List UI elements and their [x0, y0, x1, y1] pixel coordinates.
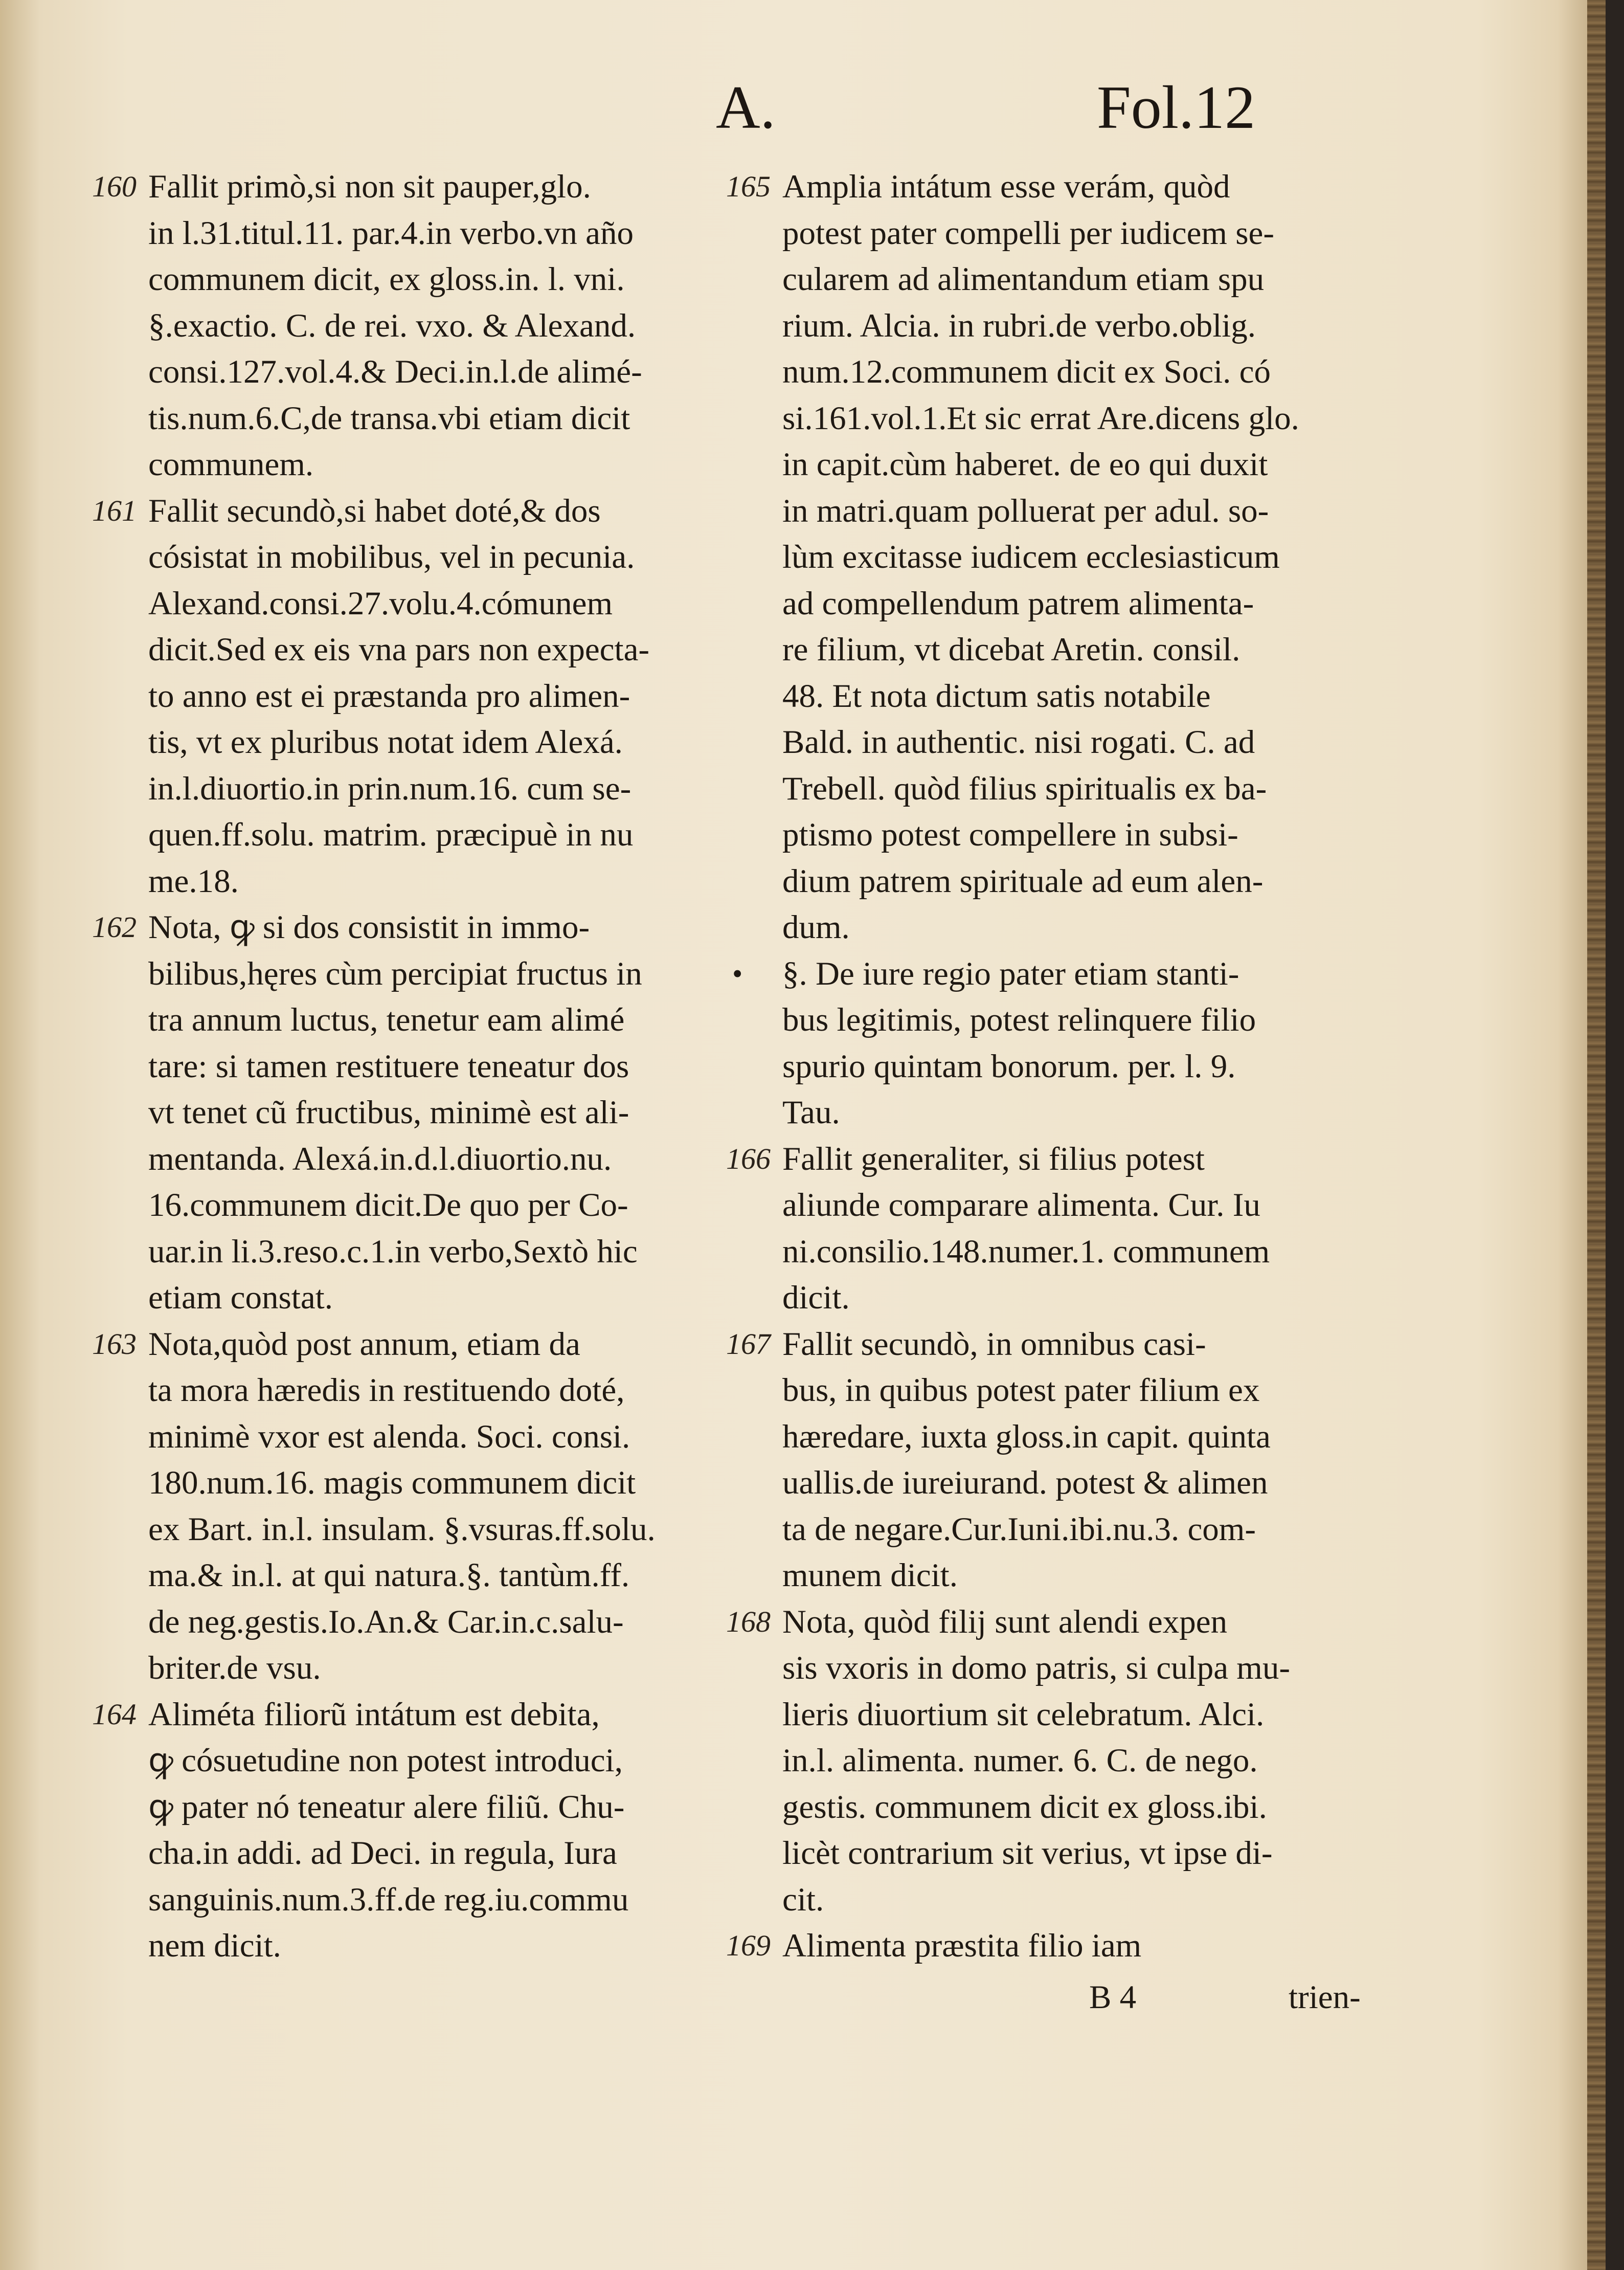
- page-footer: [726, 1974, 1370, 2020]
- paragraph-entry: [726, 1923, 1370, 1969]
- text-line: me.18.: [148, 862, 239, 900]
- text-line: sanguinis.num.3.ff.de reg.iu.commu: [148, 1881, 629, 1918]
- text-line: ad compellendum patrem alimenta-: [782, 585, 1254, 622]
- text-line: in capit.cùm haberet. de eo qui duxit: [782, 446, 1268, 483]
- text-line: cit.: [782, 1881, 824, 1918]
- paragraph-number: 160: [92, 170, 137, 203]
- paragraph-number: 168: [726, 1605, 771, 1638]
- text-line: ma.& in.l. at qui natura.§. tantùm.ff.: [148, 1557, 630, 1594]
- text-line: uallis.de iureiurand. potest & alimen: [782, 1464, 1268, 1501]
- text-line: in l.31.titul.11. par.4.in verbo.vn año: [148, 214, 634, 252]
- paragraph-entry: [92, 904, 716, 1321]
- text-line: ta de negare.Cur.Iuni.ibi.nu.3. com-: [782, 1510, 1256, 1548]
- text-line: nem dicit.: [148, 1927, 281, 1964]
- running-head: [0, 72, 1606, 143]
- text-line: Bald. in authentic. nisi rogati. C. ad: [782, 724, 1255, 761]
- text-line: communem.: [148, 446, 314, 483]
- text-line: to anno est ei præstanda pro alimen-: [148, 677, 630, 715]
- text-line: in matri.quam polluerat per adul. so-: [782, 492, 1269, 529]
- paragraph-number: 166: [726, 1142, 771, 1175]
- paragraph-entry: [726, 1136, 1370, 1321]
- page-edge: [1587, 0, 1606, 2270]
- text-line: uar.in li.3.reso.c.1.in verbo,Sextò hic: [148, 1233, 638, 1270]
- paragraph-number: 161: [92, 494, 137, 527]
- text-line: in.l. alimenta. numer. 6. C. de nego.: [782, 1742, 1258, 1779]
- paragraph-entry: [92, 1692, 716, 1969]
- text-line: dicit.Sed ex eis vna pars non expecta-: [148, 631, 650, 668]
- text-line: mentanda. Alexá.in.d.l.diuortio.nu.: [148, 1140, 612, 1177]
- text-line: ta mora hæredis in restituendo doté,: [148, 1372, 625, 1409]
- text-line: Fallit secundò,si habet doté,& dos: [148, 492, 601, 529]
- text-line: Nota,quòd post annum, etiam da: [148, 1325, 580, 1363]
- text-line: bus, in quibus potest pater filium ex: [782, 1372, 1260, 1409]
- paragraph-number: 167: [726, 1327, 771, 1361]
- text-line: §.exactio. C. de rei. vxo. & Alexand.: [148, 307, 636, 344]
- text-line: tra annum luctus, tenetur eam alimé: [148, 1002, 625, 1038]
- text-line: Tau.: [782, 1094, 840, 1131]
- text-line: Fallit generaliter, si filius potest: [782, 1140, 1205, 1177]
- right-column: [726, 164, 1370, 1969]
- text-line: num.12.communem dicit ex Soci. có: [782, 353, 1271, 390]
- text-line: lieris diuortium sit celebratum. Alci.: [782, 1696, 1265, 1733]
- text-line: ni.consilio.148.numer.1. communem: [782, 1233, 1270, 1270]
- text-line: sis vxoris in domo patris, si culpa mu-: [782, 1650, 1290, 1686]
- text-line: 16.communem dicit.De quo per Co-: [148, 1187, 628, 1223]
- text-line: Aliméta filiorũ intátum est debita,: [148, 1696, 600, 1733]
- text-line: cha.in addi. ad Deci. in regula, Iura: [148, 1835, 617, 1872]
- paragraph-entry: [726, 1321, 1370, 1599]
- text-line: §. De iure regio pater etiam stanti-: [782, 955, 1239, 992]
- paragraph-entry: [92, 488, 716, 905]
- signature-mark: B 4: [1089, 1979, 1137, 2016]
- text-line: lùm excitasse iudicem ecclesiasticum: [782, 539, 1280, 575]
- text-line: dum.: [782, 909, 850, 946]
- paragraph-number: 163: [92, 1327, 137, 1361]
- text-line: 48. Et nota dictum satis notabile: [782, 677, 1211, 715]
- text-line: cósistat in mobilibus, vel in pecunia.: [148, 539, 635, 575]
- text-line: in.l.diuortio.in prin.num.16. cum se-: [148, 770, 631, 807]
- text-line: bilibus,hęres cùm percipiat fructus in: [148, 955, 642, 992]
- text-line: bus legitimis, potest relinquere filio: [782, 1002, 1256, 1038]
- text-line: 180.num.16. magis communem dicit: [148, 1464, 636, 1501]
- text-line: ex Bart. in.l. insulam. §.vsuras.ff.solu.: [148, 1510, 656, 1548]
- text-line: licèt contrarium sit verius, vt ipse di-: [782, 1835, 1273, 1872]
- paragraph-entry: [726, 164, 1370, 951]
- folio-number: Fol.12: [1097, 73, 1256, 141]
- text-line: de neg.gestis.Io.An.& Car.in.c.salu-: [148, 1603, 624, 1640]
- text-line: minimè vxor est alenda. Soci. consi.: [148, 1418, 630, 1455]
- text-line: Nota, ꝙ si dos consistit in immo-: [148, 909, 590, 946]
- text-line: potest pater compelli per iudicem se-: [782, 214, 1275, 252]
- text-line: dicit.: [782, 1279, 850, 1316]
- text-line: gestis. communem dicit ex gloss.ibi.: [782, 1788, 1267, 1826]
- text-line: hæredare, iuxta gloss.in capit. quinta: [782, 1418, 1271, 1455]
- text-line: munem dicit.: [782, 1557, 958, 1594]
- text-line: ꝙ pater nó teneatur alere filiũ. Chu-: [148, 1788, 625, 1826]
- paragraph-number: 169: [726, 1929, 771, 1962]
- text-line: cularem ad alimentandum etiam spu: [782, 261, 1265, 298]
- text-line: re filium, vt dicebat Aretin. consil.: [782, 631, 1240, 668]
- text-line: consi.127.vol.4.& Deci.in.l.de alimé-: [148, 353, 642, 390]
- text-line: dium patrem spirituale ad eum alen-: [782, 862, 1264, 900]
- text-line: ꝙ cósuetudine non potest introduci,: [148, 1742, 623, 1779]
- text-line: quen.ff.solu. matrim. præcipuè in nu: [148, 816, 634, 853]
- paragraph-entry: [726, 1599, 1370, 1923]
- paragraph-number: 165: [726, 170, 771, 203]
- text-line: Amplia intátum esse verám, quòd: [782, 168, 1230, 205]
- text-line: Alexand.consi.27.volu.4.cómunem: [148, 585, 613, 622]
- text-line: spurio quintam bonorum. per. l. 9.: [782, 1048, 1236, 1085]
- signature-letter: A.: [716, 73, 776, 141]
- text-line: tare: si tamen restituere teneatur dos: [148, 1048, 629, 1085]
- left-column: [92, 164, 716, 1969]
- paragraph-entry: [92, 1321, 716, 1692]
- text-line: briter.de vsu.: [148, 1650, 321, 1686]
- text-line: aliunde comparare alimenta. Cur. Iu: [782, 1187, 1260, 1223]
- text-line: rium. Alcia. in rubri.de verbo.oblig.: [782, 307, 1256, 344]
- text-line: Trebell. quòd filius spiritualis ex ba-: [782, 770, 1267, 807]
- text-line: etiam constat.: [148, 1279, 333, 1316]
- paragraph-bullet: •: [732, 956, 743, 990]
- text-line: Fallit secundò, in omnibus casi-: [782, 1325, 1206, 1363]
- catchword: trien-: [1289, 1979, 1361, 2016]
- text-line: si.161.vol.1.Et sic errat Are.dicens glo.: [782, 399, 1299, 437]
- paragraph-number: 162: [92, 910, 137, 944]
- text-line: tis.num.6.C,de transa.vbi etiam dicit: [148, 399, 630, 437]
- text-line: Fallit primò,si non sit pauper,glo.: [148, 168, 591, 205]
- text-line: communem dicit, ex gloss.in. l. vni.: [148, 261, 625, 298]
- text-line: vt tenet cũ fructibus, minimè est ali-: [148, 1094, 629, 1131]
- paragraph-entry: [726, 951, 1370, 1136]
- text-line: ptismo potest compellere in subsi-: [782, 816, 1238, 853]
- paragraph-number: 164: [92, 1697, 137, 1731]
- text-line: Nota, quòd filij sunt alendi expen: [782, 1603, 1228, 1640]
- text-line: tis, vt ex pluribus notat idem Alexá.: [148, 724, 623, 761]
- text-line: Alimenta præstita filio iam: [782, 1927, 1142, 1964]
- paragraph-entry: [92, 164, 716, 488]
